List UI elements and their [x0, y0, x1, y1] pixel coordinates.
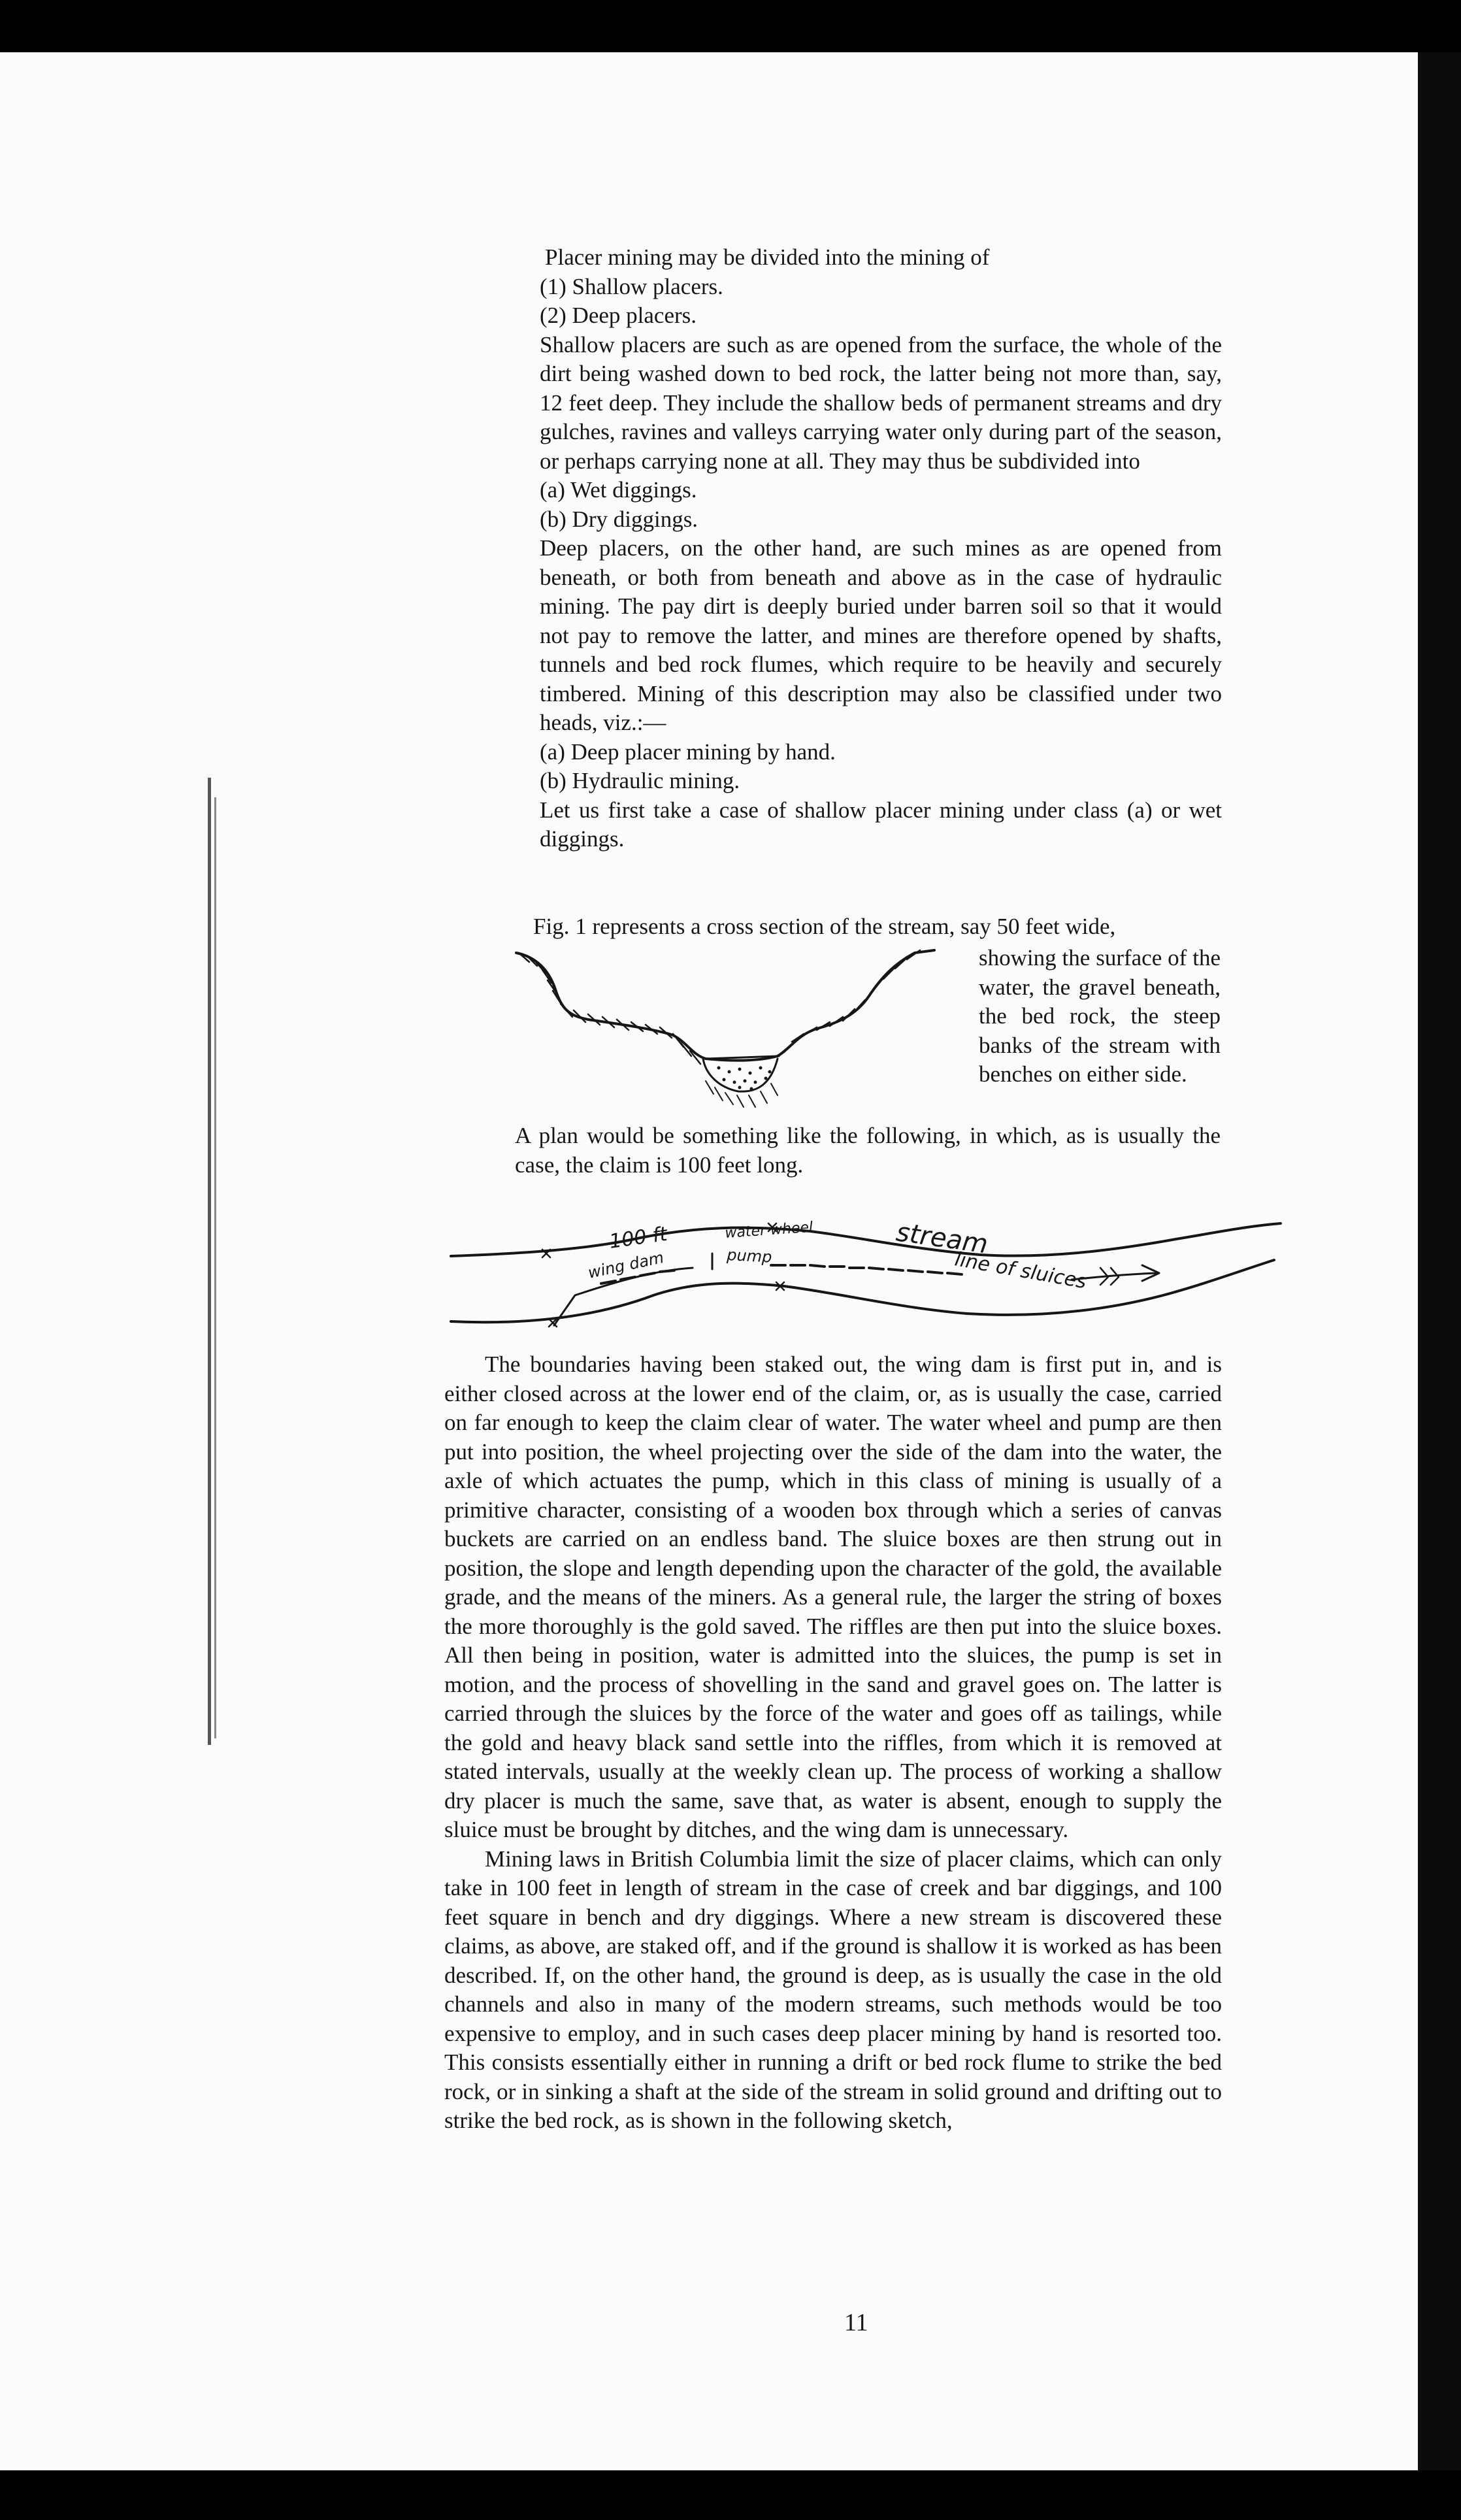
- paragraph: Deep placers, on the other hand, are such mines as are opened from beneath, or both from beneath and above as in the case of hydraulic mining. The pay dirt is deeply buried under barren soil so that it would not pay to remove the latter, and mines are therefore opened by shafts, tunnels and bed rock flumes, which require to be heavily and securely timbered. Mining of this description may also be classified under two heads, viz.:—: [540, 535, 1222, 735]
- label-100-ft: 100 ft: [608, 1222, 669, 1253]
- label-wing-dam: wing dam: [586, 1248, 666, 1282]
- paragraph: Shallow placers are such as are opened from the surface, the whole of the dirt being washed down to bed rock, the latter being not more than, say, 12 feet deep. They include the shallow beds of permanent streams and dry gulches, ravines and valleys carrying water only during part of the season, or perhaps carrying none at all. They may thus be subdivided into: [540, 331, 1222, 474]
- paragraph: Let us first take a case of shallow placer mining under class (a) or wet diggings.: [540, 797, 1222, 852]
- label-line-of-sluices: line of sluices: [953, 1248, 1089, 1294]
- list-item: (a) Deep placer mining by hand.: [540, 738, 836, 765]
- paragraph: Fig. 1 represents a cross section of the stream, say 50 feet wide,: [533, 914, 1116, 939]
- paragraph: The boundaries having been staked out, the wing dam is first put in, and is either closed across at the lower end of the claim, or, as is usually the case, carried on far enough to keep the claim clear of water. The water wheel and pump are then put into position, the wheel projecting over the side of the dam into the water, the axle of which actuates the pump, which in this class of mining is usually of a primitive character, consisting of a wooden box through which a series of canvas buckets are carried on an endless band. The sluice boxes are then strung out in position, the slope and length depending upon the character of the gold, the available grade, and the means of the miners. As a general rule, the larger the string of boxes the more thoroughly is the gold saved. The riffles are then put into the sluice boxes. All then being in position, water is admitted into the sluices, the pump is set in motion, and the process of shovelling in the sand and gravel goes on. The latter is carried through the sluices by the force of the water and goes off as tailings, while the gold and heavy black sand settle into the riffles, from which it is removed at stated intervals, usually at the weekly clean up. The process of working a shallow dry placer is much the same, save that, as water is absent, enough to supply the sluice must be brought by ditches, and the wing dam is unnecessary.: [444, 1351, 1222, 1842]
- claim-plan-sketch: [444, 1197, 1287, 1341]
- figure-1-caption: [979, 944, 1221, 1089]
- scan-border-right: [1418, 52, 1461, 2470]
- label-water-wheel: water wheel: [724, 1219, 813, 1242]
- paragraph: A plan would be something like the following, in which, as is usually the case, the claim is 100 feet long.: [515, 1123, 1221, 1178]
- binding-edge-mark: [208, 778, 211, 1745]
- text-block-intro: [540, 243, 1222, 854]
- binding-edge-mark: [214, 797, 216, 1738]
- plan-paragraph: [515, 1121, 1221, 1180]
- label-pump: pump: [726, 1246, 773, 1267]
- cross-section-figure: [510, 944, 980, 1127]
- label-stream: stream: [894, 1217, 990, 1260]
- paragraph: Placer mining may be divided into the mining of: [545, 244, 990, 270]
- list-item: (1) Shallow placers.: [540, 273, 723, 299]
- page-number: 11: [844, 2309, 868, 2336]
- list-item: (a) Wet diggings.: [540, 477, 697, 503]
- scanned-page: [0, 52, 1418, 2470]
- list-item: (b) Dry diggings.: [540, 506, 698, 532]
- paragraph: showing the surface of the water, the gravel beneath, the bed rock, the steep banks of the stream with benches on either side.: [979, 945, 1221, 1087]
- scan-border-bottom: [0, 2470, 1461, 2520]
- list-item: (b) Hydraulic mining.: [540, 768, 740, 793]
- figure-1-intro: [533, 912, 1221, 942]
- text-block-main: [444, 1350, 1222, 2136]
- list-item: (2) Deep placers.: [540, 303, 697, 328]
- paragraph: Mining laws in British Columbia limit the size of placer claims, which can only take in 100 feet in length of stream in the case of creek and bar diggings, and 100 feet square in bench and dry diggings. Where a new stream is discovered these claims, as above, are staked off, and if the ground is shallow it is worked as has been described. If, on the other hand, the ground is deep, as is usually the case in the old channels and also in many of the modern streams, such methods would be too expensive to employ, and in such cases deep placer mining by hand is resorted too. This consists essentially either in running a drift or bed rock flume to strike the bed rock, or in sinking a shaft at the side of the stream in solid ground and drifting out to strike the bed rock, as is shown in the following sketch,: [444, 1846, 1222, 2133]
